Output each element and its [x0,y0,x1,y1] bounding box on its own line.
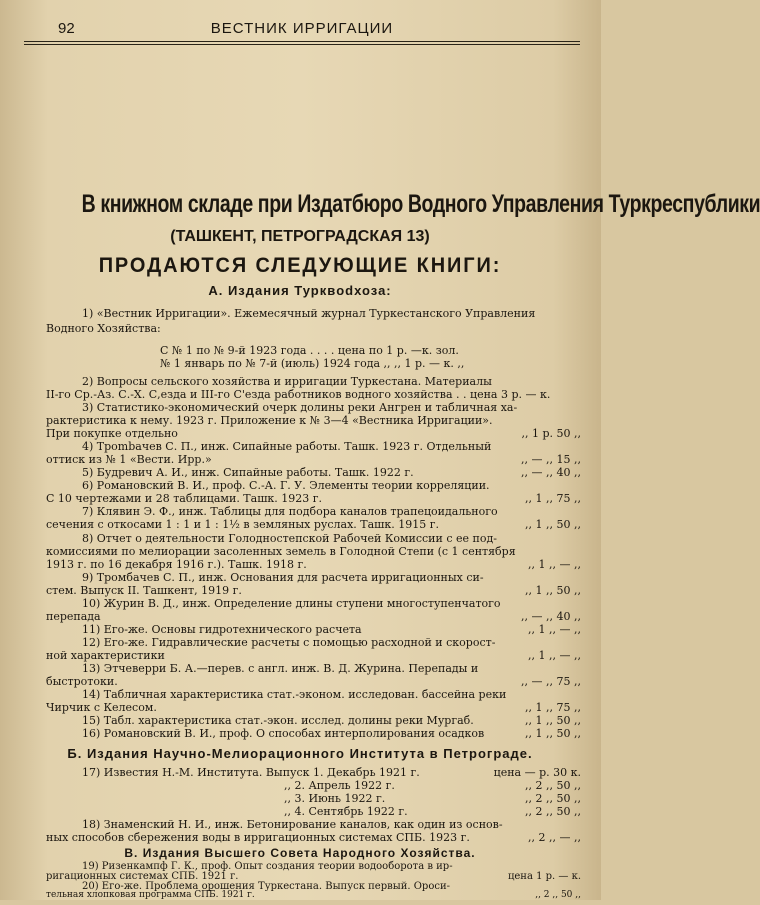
item-20-line1: 20) Его-же. Проблема орошения Туркестана. Выпуск первый. Ороси- [82,881,450,892]
item-4-line2: оттиск из № 1 «Вести. Ирр.» [46,453,212,466]
item-7-line1: 7) Клявин Э. Ф., инж. Таблицы для подбора каналов трапецоидального [82,505,498,518]
item-17-sub2: ,, 2. Апрель 1922 г. [284,779,395,792]
item-2-line1: 2) Вопросы сельского хозяйства и ирригации Туркестана. Материалы [82,375,492,388]
item-7-line2: сечения с откосами 1 : 1 и 1 : 1½ в земляных руслах. Ташк. 1915 г. [46,518,440,531]
item-8-line1: 8) Отчет о деятельности Голодностепской Рабочей Комиссии с ее под- [82,532,497,545]
item-5-price: ,, — ,, 40 ,, [521,466,581,479]
item-5-line1: 5) Будревич А. И., инж. Сипайные работы. Ташк. 1922 г. [82,466,414,479]
journal-title: ВЕСТНИК ИРРИГАЦИИ [210,20,394,37]
item-8-price: ,, 1 ,, — ,, [528,558,581,571]
page-number: 92 [58,20,75,37]
item-4-price: ,, — ,, 15 ,, [521,453,581,466]
item-18-line2: ных способов сбережения воды в ирригационных системах СПБ. 1923 г. [46,831,470,844]
announcement-title: В книжном складе при Издатбюро Водного Управления Туркреспублики [81,190,760,218]
item-13-line2: быстротоки. [46,675,118,688]
item-3-line1: 3) Статистико-экономический очерк долины реки Ангрен и табличная ха- [82,401,518,414]
item-6-price: ,, 1 ,, 75 ,, [525,492,581,505]
item-9-line2: стем. Выпуск II. Ташкент, 1919 г. [46,584,242,597]
item-14-line2: Чирчик с Келесом. [46,701,157,714]
item-19-line2: ригационных системах СПБ. 1921 г. [46,871,239,882]
item-12-price: ,, 1 ,, — ,, [528,649,581,662]
section-a-heading: А. Издания Турквodхоза: [208,283,392,298]
item-3-line3: При покупке отдельно [46,427,178,440]
item-10-line1: 10) Журин В. Д., инж. Определение длины ступени многоступенчатого [82,597,501,610]
item-2-line2: II-го Ср.-Аз. С.-Х. С,езда и III-го С'езда работников водного хозяйства . . цена 3 р. — к. [46,388,551,401]
item-3-line2: рактеристика к нему. 1923 г. Приложение к № 3—4 «Вестника Ирригации». [46,414,493,427]
item-20-price: ,, 2 ,, 50 ,, [535,890,581,900]
announcement-address: (ТАШКЕНТ, ПЕТРОГРАДСКАЯ 13) [170,228,430,245]
item-9-line1: 9) Тромбачев С. П., инж. Основания для расчета ирригационных си- [82,571,484,584]
item-15-line1: 15) Табл. характеристика стат.-экон. исслед. долины реки Мургаб. [82,714,474,727]
item-15-price: ,, 1 ,, 50 ,, [525,714,581,727]
item-16-line1: 16) Романовский В. И., проф. О способах интерполирования осадков [82,727,485,740]
item-17-line1: 17) Известия Н.-М. Института. Выпуск 1. Декабрь 1921 г. [82,766,420,779]
item-14-line1: 14) Табличная характеристика стат.-эконом. исследован. бассейна реки [82,688,507,701]
item-8-line3: 1913 г. по 16 декабря 1916 г.). Ташк. 1918 г. [46,558,307,571]
item-17-price: цена — р. 30 к. [493,766,581,779]
announcement-subtitle: ПРОДАЮТСЯ СЛЕДУЮЩИЕ КНИГИ: [98,254,502,277]
item-17-sub3-price: ,, 2 ,, 50 ,, [525,792,581,805]
item-17-sub2-price: ,, 2 ,, 50 ,, [525,779,581,792]
section-v-heading: В. Издания Высшего Совета Народного Хозяйства. [124,846,476,860]
item-4-line1: 4) Трombaчев С. П., инж. Сипайные работы. Ташк. 1923 г. Отдельный [82,440,492,453]
item-17-sub3: ,, 3. Июнь 1922 г. [284,792,386,805]
running-header [24,20,580,42]
item-6-line2: С 10 чертежами и 28 таблицами. Ташк. 1923 г. [46,492,323,505]
item-20-line2: тельная хлопковая программа СПБ. 1921 г. [46,890,255,900]
header-rule [24,41,580,42]
item-1-sub1: С № 1 по № 9-й 1923 года . . . . цена по 1 р. —к. зол. [160,344,459,357]
item-9-price: ,, 1 ,, 50 ,, [525,584,581,597]
item-13-price: ,, — ,, 75 ,, [521,675,581,688]
item-10-price: ,, — ,, 40 ,, [521,610,581,623]
item-13-line1: 13) Этчеверри Б. А.—перев. с англ. инж. В. Д. Журина. Перепады и [82,662,479,675]
item-1-sub2: № 1 январь по № 7-й (июль) 1924 года ,, ,, 1 р. — к. ,, [160,357,465,370]
item-7-price: ,, 1 ,, 50 ,, [525,518,581,531]
item-8-line2: комиссиями по мелиорации засоленных земель в Голодной Степи (с 1 сентября [46,545,516,558]
item-17-sub4: ,, 4. Сентябрь 1922 г. [284,805,408,818]
item-12-line2: ной характеристики [46,649,165,662]
item-11-price: ,, 1 ,, — ,, [528,623,581,636]
item-3-price: ,, 1 р. 50 ,, [521,427,581,440]
item-19-line1: 19) Ризенкампф Г. К., проф. Опыт создания теории водооборота в ир- [82,861,453,872]
item-14-price: ,, 1 ,, 75 ,, [525,701,581,714]
item-10-line2: перепада [46,610,101,623]
item-19-price: цена 1 р. — к. [507,871,581,882]
item-12-line1: 12) Его-же. Гидравлические расчеты с помощью расходной и скорост- [82,636,496,649]
item-16-price: ,, 1 ,, 50 ,, [525,727,581,740]
item-1-line2: Водного Хозяйства: [46,322,161,335]
section-b-heading: Б. Издания Научно-Мелиорационного Института в Петрограде. [67,746,533,761]
header-rule-thin [24,44,580,45]
item-1-line1: 1) «Вестник Ирригации». Ежемесячный журнал Туркестанского Управления [82,307,536,320]
item-18-line1: 18) Знаменский Н. И., инж. Бетонирование каналов, как один из основ- [82,818,503,831]
item-11-line1: 11) Его-же. Основы гидротехнического расчета [82,623,362,636]
item-6-line1: 6) Романовский В. И., проф. С.-А. Г. У. Элементы теории корреляции. [82,479,490,492]
item-18-price: ,, 2 ,, — ,, [528,831,581,844]
item-17-sub4-price: ,, 2 ,, 50 ,, [525,805,581,818]
